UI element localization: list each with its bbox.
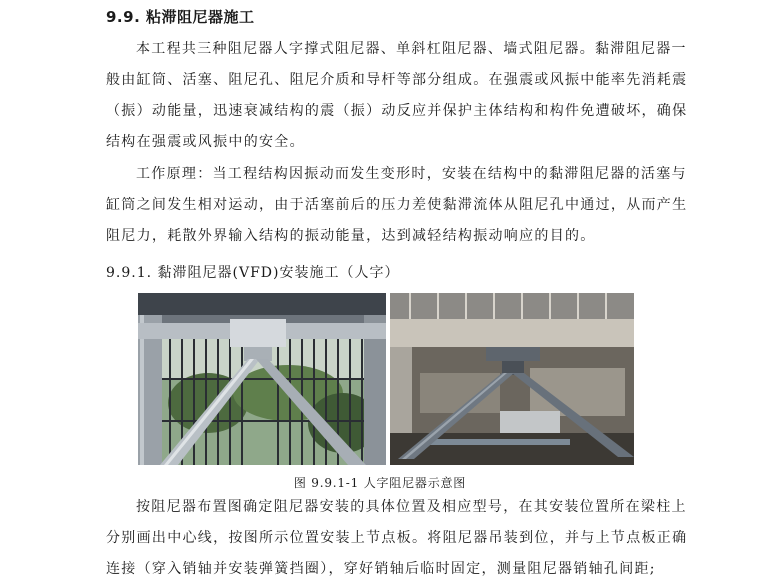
figure-caption: 图 9.9.1-1 人字阻尼器示意图	[293, 476, 467, 490]
damper-photo-right	[390, 293, 634, 465]
section-heading: 9.9. 粘滞阻尼器施工	[106, 8, 255, 26]
installation-paragraph	[106, 492, 692, 585]
subsection-heading: 9.9.1. 黏滞阻尼器(VFD)安装施工（人字）	[106, 265, 400, 281]
intro-paragraph	[106, 34, 692, 158]
working-principle-paragraph	[106, 159, 692, 252]
installation-paragraph-text: 按阻尼器布置图确定阻尼器安装的具体位置及相应型号，在其安装位置所在梁柱上分别画出中心线，按图所示位置安装上节点板。将阻尼器吊装到位，并与上节点板正确连接（穿入销轴并安装弹簧挡圈），穿好销轴后临时固定，测量阻尼器销轴孔间距;	[106, 499, 688, 577]
damper-photo-left-graphic	[138, 293, 386, 465]
intro-paragraph-text: 本工程共三种阻尼器人字撑式阻尼器、单斜杠阻尼器、墙式阻尼器。黏滞阻尼器一般由缸筒、活塞、阻尼孔、阻尼介质和导杆等部分组成。在强震或风振中能率先消耗震（振）动能量，迅速衰减结构的震（振）动反应并保护主体结构和构件免遭破坏，确保结构在强震或风振中的安全。	[106, 41, 688, 150]
damper-photo-right-graphic	[390, 293, 634, 465]
working-principle-text: 工作原理：当工程结构因振动而发生变形时，安装在结构中的黏滞阻尼器的活塞与缸筒之间发生相对运动，由于活塞前后的压力差使黏滞流体从阻尼孔中通过，从而产生阻尼力，耗散外界输入结构的振动能量，达到减轻结构振动响应的目的。	[106, 166, 688, 244]
damper-photo-left	[138, 293, 386, 465]
